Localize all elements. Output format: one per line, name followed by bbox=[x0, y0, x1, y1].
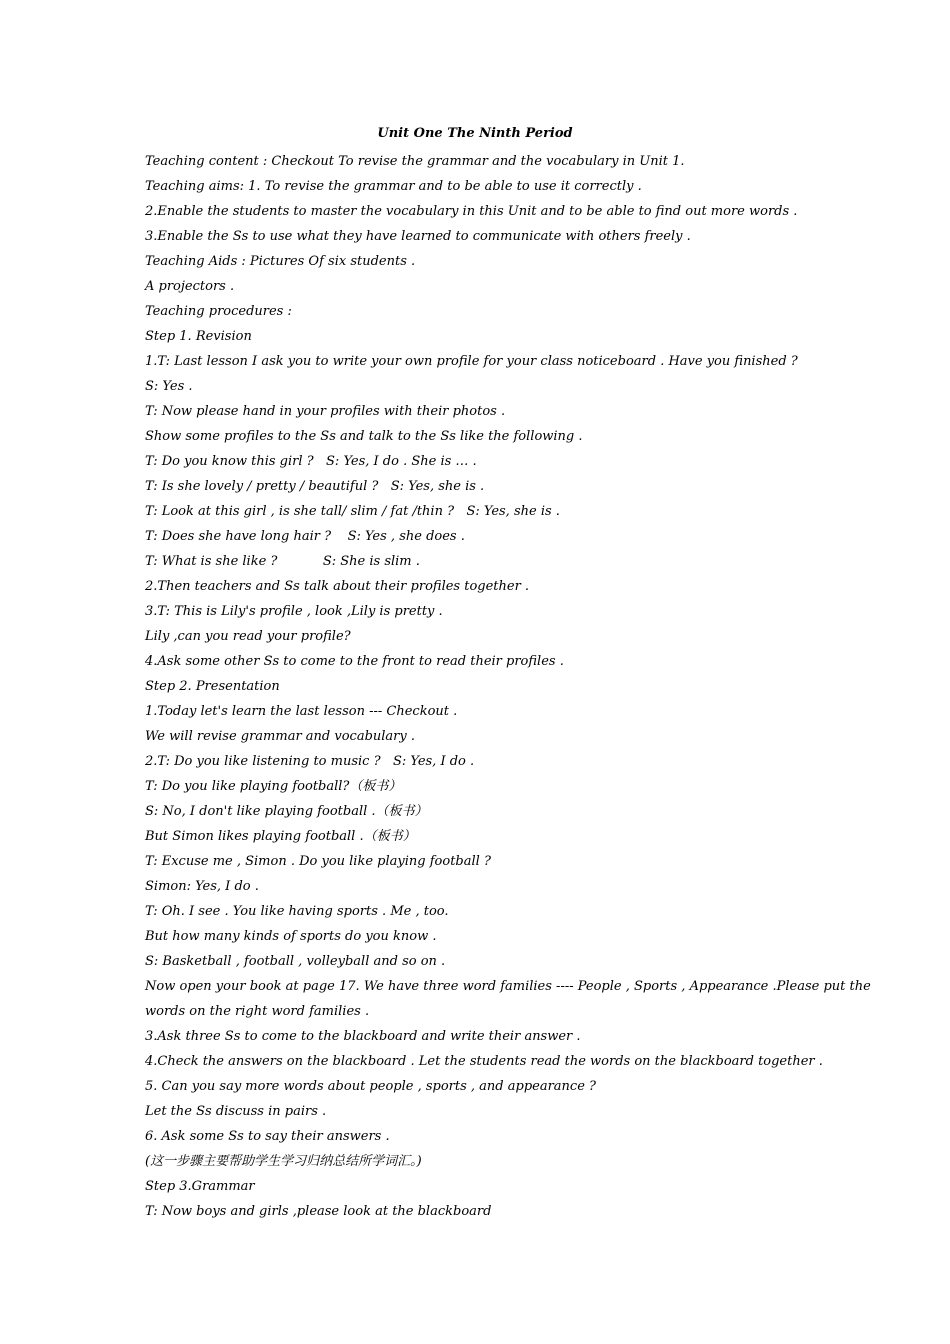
text-line: (这一步骤主要帮助学生学习归纳总结所学词汇。) bbox=[145, 1154, 422, 1169]
text-line: T: Do you like playing football?（板书） bbox=[145, 779, 402, 794]
text-line: T: Is she lovely / pretty / beautiful ? S: Yes, she is . bbox=[145, 479, 485, 494]
text-line: 3.T: This is Lily's profile , look ,Lily is pretty . bbox=[145, 604, 443, 619]
text-line: 3.Ask three Ss to come to the blackboard and write their answer . bbox=[145, 1029, 581, 1044]
text-line: T: Now boys and girls ,please look at the blackboard bbox=[145, 1204, 492, 1219]
document-body bbox=[145, 149, 871, 1224]
text-line: Simon: Yes, I do . bbox=[145, 879, 259, 894]
step-heading: Step 2. Presentation bbox=[145, 679, 280, 694]
text-line: 6. Ask some Ss to say their answers . bbox=[145, 1129, 390, 1144]
text-line: Now open your book at page 17. We have three word families ---- People , Sports , Appearance .Please put the bbox=[145, 979, 871, 994]
text-line: T: What is she like ? S: She is slim . bbox=[145, 554, 420, 569]
text-line: words on the right word families . bbox=[145, 1004, 370, 1019]
text-line: Let the Ss discuss in pairs . bbox=[145, 1104, 327, 1119]
text-line: T: Does she have long hair ? S: Yes , she does . bbox=[145, 529, 465, 544]
document-title: Unit One The Ninth Period bbox=[377, 126, 573, 141]
text-line: 4.Check the answers on the blackboard . Let the students read the words on the blackboard together . bbox=[145, 1054, 823, 1069]
text-line: S: No, I don't like playing football .（板书） bbox=[145, 804, 428, 819]
text-line: 1.Today let's learn the last lesson --- Checkout . bbox=[145, 704, 458, 719]
text-line: Teaching procedures : bbox=[145, 304, 292, 319]
text-line: A projectors . bbox=[145, 279, 235, 294]
text-line: But how many kinds of sports do you know . bbox=[145, 929, 437, 944]
text-line: 2.T: Do you like listening to music ? S: Yes, I do . bbox=[145, 754, 475, 769]
text-line: T: Excuse me , Simon . Do you like playing football ? bbox=[145, 854, 491, 869]
text-line: Show some profiles to the Ss and talk to the Ss like the following . bbox=[145, 429, 583, 444]
text-line: 5. Can you say more words about people , sports , and appearance ? bbox=[145, 1079, 596, 1094]
text-line: Teaching Aids : Pictures Of six students . bbox=[145, 254, 416, 269]
text-line: Lily ,can you read your profile? bbox=[145, 629, 351, 644]
text-line: T: Oh. I see . You like having sports . Me , too. bbox=[145, 904, 449, 919]
text-line: 1.T: Last lesson I ask you to write your own profile for your class noticeboard . Have you finished ? bbox=[145, 354, 798, 369]
step-heading: Step 3.Grammar bbox=[145, 1179, 255, 1194]
text-line: 2.Then teachers and Ss talk about their profiles together . bbox=[145, 579, 530, 594]
text-line: 2.Enable the students to master the vocabulary in this Unit and to be able to find out more words . bbox=[145, 204, 798, 219]
text-line: But Simon likes playing football .（板书） bbox=[145, 829, 416, 844]
step-heading: Step 1. Revision bbox=[145, 329, 252, 344]
text-line: S: Yes . bbox=[145, 379, 193, 394]
text-line: 4.Ask some other Ss to come to the front to read their profiles . bbox=[145, 654, 564, 669]
text-line: Teaching aims: 1. To revise the grammar and to be able to use it correctly . bbox=[145, 179, 642, 194]
text-line: Teaching content : Checkout To revise the grammar and the vocabulary in Unit 1. bbox=[145, 154, 685, 169]
text-line: S: Basketball , football , volleyball and so on . bbox=[145, 954, 446, 969]
text-line: T: Now please hand in your profiles with their photos . bbox=[145, 404, 506, 419]
text-line: 3.Enable the Ss to use what they have learned to communicate with others freely . bbox=[145, 229, 691, 244]
text-line: T: Do you know this girl ? S: Yes, I do . She is … . bbox=[145, 454, 477, 469]
text-line: We will revise grammar and vocabulary . bbox=[145, 729, 416, 744]
text-line: T: Look at this girl , is she tall/ slim / fat /thin ? S: Yes, she is . bbox=[145, 504, 560, 519]
